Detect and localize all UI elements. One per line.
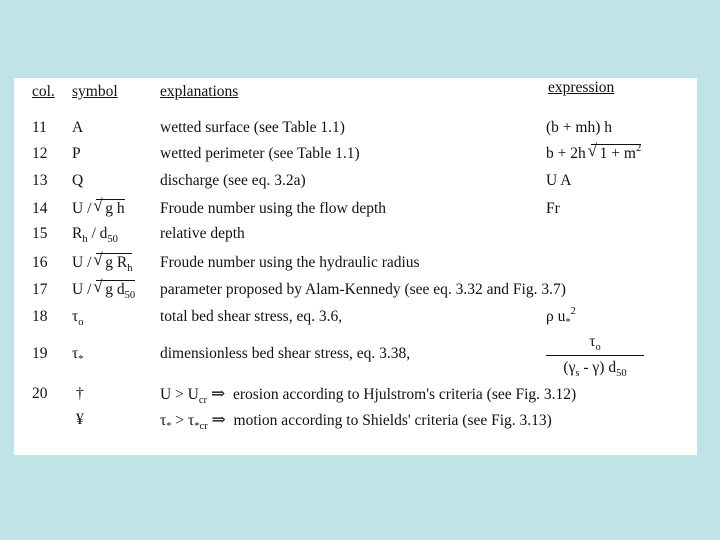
row-expression: (b + mh) h: [546, 119, 612, 136]
row-symbol: ¥: [76, 411, 84, 428]
row-col: 13: [32, 172, 48, 189]
row-symbol: U / √ g $R_h$: [72, 253, 132, 274]
table-row: [14, 410, 697, 434]
row-symbol: Q: [72, 172, 84, 189]
row-explanation: Froude number using the hydraulic radius: [160, 254, 420, 271]
row-explanation: wetted surface (see Table 1.1): [160, 119, 345, 136]
row-explanation: discharge (see eq. 3.2a): [160, 172, 306, 189]
row-col: 15: [32, 225, 48, 242]
table-row: [14, 224, 697, 248]
row-symbol: P: [72, 145, 81, 162]
row-explanation: total bed shear stress, eq. 3.6,: [160, 308, 343, 325]
row-col: 17: [32, 281, 48, 298]
header-col: col.: [32, 83, 55, 100]
row-explanation: relative depth: [160, 225, 245, 242]
row-condition: $\tau_* > \tau_{*cr}$ ⇒ motion according to Shields' criteria (see Fig. 3.13): [160, 410, 552, 432]
row-explanation: erosion according to Hjulstrom's criteria (see Fig. 3.12): [232, 386, 577, 403]
row-col: 19: [32, 345, 48, 362]
row-expression: ρ $u_*^2$: [546, 306, 576, 328]
row-explanation: wetted perimeter (see Table 1.1): [160, 145, 360, 162]
row-symbol: U / √ g h: [72, 199, 125, 219]
table-row: [14, 118, 697, 142]
row-explanation: motion according to Shields' criteria (see Fig. 3.13): [233, 412, 552, 429]
row-col: 16: [32, 254, 48, 271]
table-sheet: [14, 78, 697, 455]
table-row: [14, 333, 697, 379]
table-row: [14, 253, 697, 277]
table-row: [14, 144, 697, 168]
row-explanation: dimensionless bed shear stress, eq. 3.38,: [160, 345, 411, 362]
header-explanations: explanations: [160, 83, 239, 100]
row-symbol: A: [72, 119, 84, 136]
row-expression: b + 2h √ $1 + m^2$: [546, 144, 641, 165]
row-symbol: U / √ g $d_{50}$: [72, 280, 135, 301]
row-expression: Fr: [546, 200, 560, 217]
row-col: 14: [32, 200, 48, 217]
row-expression: U A: [546, 172, 572, 189]
table-row: [14, 171, 697, 195]
row-symbol: †: [76, 385, 84, 402]
table-row: [14, 280, 697, 304]
row-symbol: $R_h / d_{50}$: [72, 225, 118, 245]
row-col: 18: [32, 308, 48, 325]
row-col: 12: [32, 145, 48, 162]
fraction-numerator: $\tau_o$: [546, 332, 644, 356]
row-col: 20: [32, 385, 48, 402]
row-explanation: Froude number using the flow depth: [160, 200, 387, 217]
header-symbol: symbol: [72, 83, 118, 100]
header-row: [14, 79, 697, 106]
table-row: [14, 199, 697, 223]
table-row: [14, 307, 697, 331]
row-condition: $U > U_{cr}$ ⇒ erosion according to Hjulstrom's criteria (see Fig. 3.12): [160, 384, 577, 406]
row-symbol: $\tau_o$: [72, 308, 84, 328]
row-symbol: $\tau_*$: [72, 345, 84, 365]
row-expression-fraction: [546, 332, 644, 380]
header-expression: expression: [548, 79, 615, 96]
row-col: 11: [32, 119, 47, 136]
row-explanation: parameter proposed by Alam-Kennedy (see eq. 3.32 and Fig. 3.7): [160, 281, 566, 298]
fraction-denominator: $(\gamma_s - \gamma)$ $d_{50}$: [563, 359, 627, 379]
table-row: [14, 384, 697, 408]
